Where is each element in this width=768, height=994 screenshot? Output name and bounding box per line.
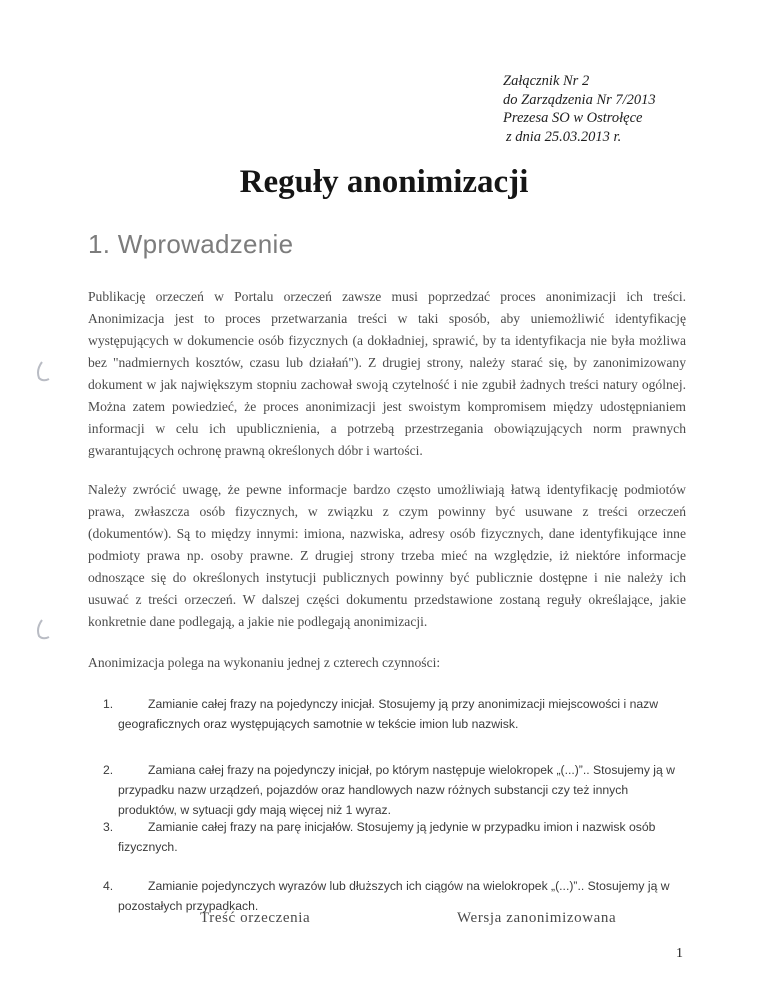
list-number: 4. [103,879,114,893]
table-header-original: Treść orzeczenia [200,910,311,926]
list-number: 3. [103,820,114,834]
attachment-line: z dnia 25.03.2013 r. [506,128,622,145]
page-number: 1 [676,946,683,961]
list-text: Zamianie pojedynczych wyrazów lub dłuższych ich ciągów na wielokropek „(...)”.. Stosujemy ją w pozostałych przypadkach. [118,879,670,913]
attachment-line: do Zarządzenia Nr 7/2013 [503,91,656,108]
table-header-anonymized: Wersja zanonimizowana [457,910,617,926]
paragraph: Anonimizacja polega na wykonaniu jednej z czterech czynności: [88,655,441,670]
list-item [88,817,688,857]
binder-hole-mark-icon [32,360,52,384]
paragraph: Należy zwrócić uwagę, że pewne informacje bardzo często umożliwiają łatwą identyfikację podmiotów prawa, zwłaszcza osób fizycznych, w związku z czym powinny być usuwane z treści orzeczeń (dokumentów). Są to między innymi: imiona, nazwiska, adresy osób fizycznych, dane identyfikujące inne podmioty prawa np. osoby prawne. Z drugiej strony trzeba mieć na względzie, iż niektóre informacje odnoszące się do określonych instytucji publicznych powinny być publicznie dostępne i nie należy ich usuwać z treści orzeczeń. W dalszej części dokumentu przedstawione zostaną reguły określające, jakie konkretnie dane podlegają, a jakie nie podlegają anonimizacji. [88,482,686,629]
section-heading: 1. Wprowadzenie [88,229,294,259]
attachment-line: Załącznik Nr 2 [503,73,590,89]
list-item [88,760,688,820]
list-text: Zamiana całej frazy na pojedynczy inicjał, po którym następuje wielokropek „(...)”.. Stosujemy ją w przypadku nazw urządzeń, pojazdów oraz handlowych nazw różnych substancji czy też innych produktów, w sytuacji gdy mają więcej niż 1 wyraz. [118,763,675,817]
list-item [88,694,688,734]
binder-hole-mark-icon [32,618,52,642]
list-number: 2. [103,763,114,777]
paragraph: Publikację orzeczeń w Portalu orzeczeń zawsze musi poprzedzać proces anonimizacji ich treści. Anonimizacja jest to proces przetwarzania treści w taki sposób, aby uniemożliwić identyfikację występujących w dokumencie osób fizycznych (a dokładniej, sprawić, by ta identyfikacja nie była możliwa bez "nadmiernych kosztów, czasu lub działań"). Z drugiej strony, należy starać się, by zanonimizowany dokument w jak największym stopniu zachował swoją czytelność i nie zgubił żadnych treści natury ogólnej. Można zatem powiedzieć, że proces anonimizacji jest swoistym kompromisem między udostępnianiem informacji w celu ich upublicznienia, a potrzebą przestrzegania obowiązujących norm prawnych gwarantujących ochronę prawną określonych dóbr i wartości. [88,289,686,458]
list-text: Zamianie całej frazy na pojedynczy inicjał. Stosujemy ją przy anonimizacji miejscowości i nazw geograficznych oraz występujących samotnie w tekście imion lub nazwisk. [118,697,659,731]
attachment-line: Prezesa SO w Ostrołęce [503,110,643,126]
attachment-note [503,72,743,146]
list-text: Zamianie całej frazy na parę inicjałów. Stosujemy ją jedynie w przypadku imion i nazwisk osób fizycznych. [118,820,656,854]
list-number: 1. [103,697,114,711]
document-title: Reguły anonimizacji [239,164,529,200]
